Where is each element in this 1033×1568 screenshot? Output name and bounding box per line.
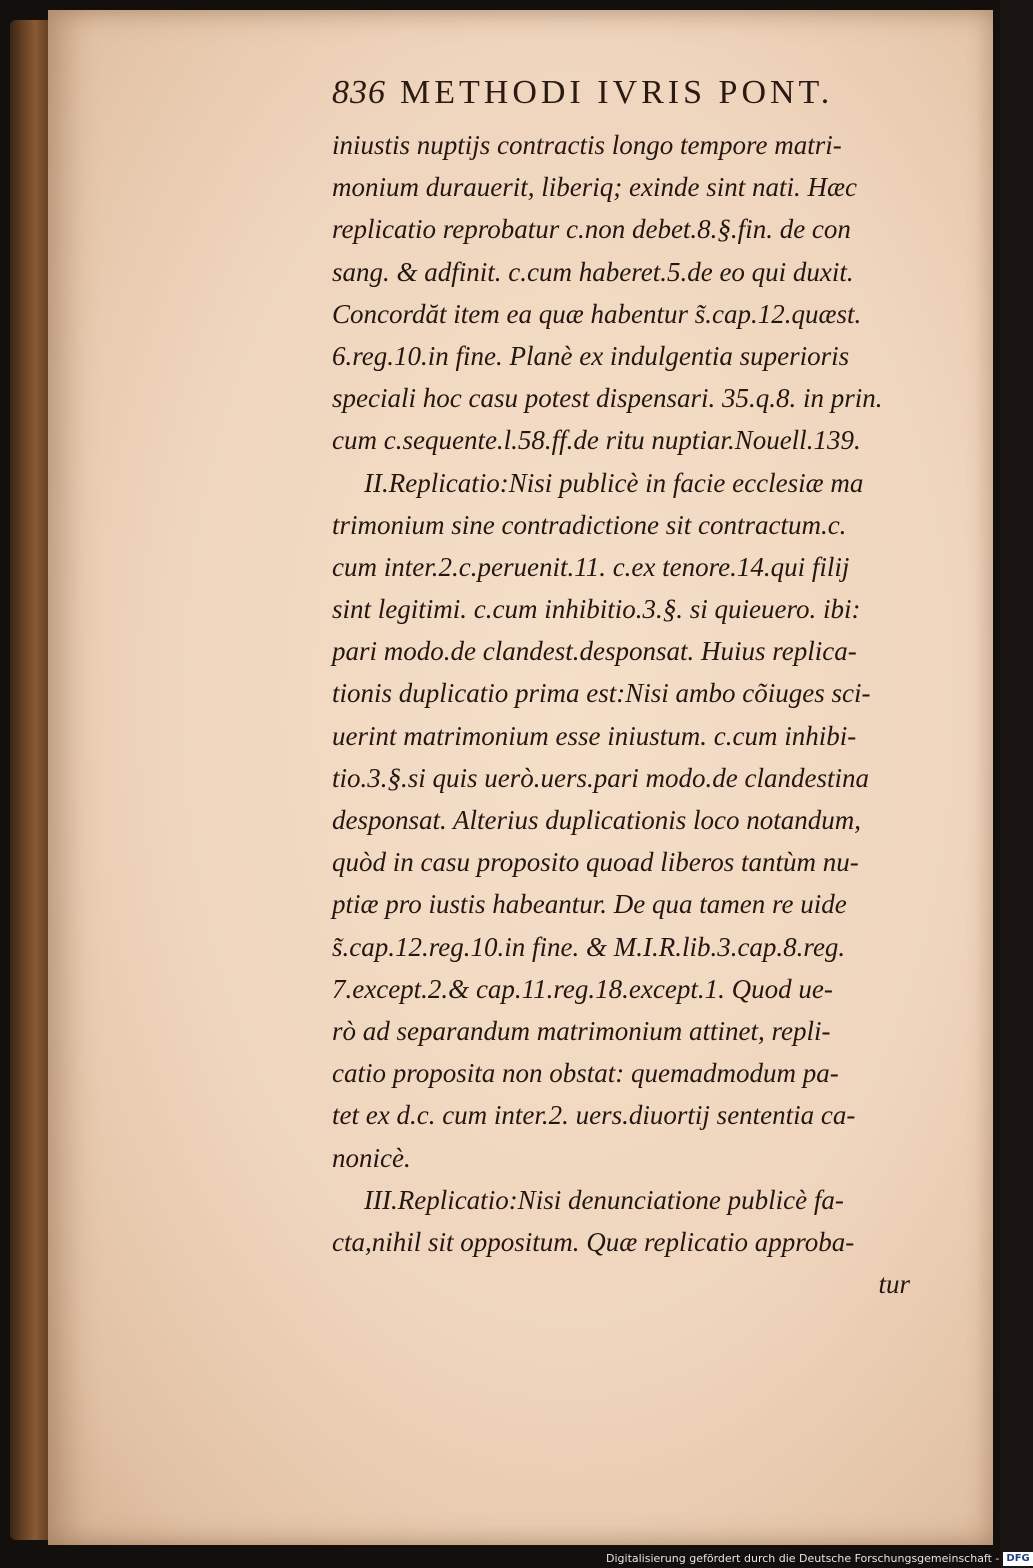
text-line: tionis duplicatio prima est:Nisi ambo cõiuges sci- <box>332 678 871 709</box>
catchword: tur <box>878 1269 910 1300</box>
text-line: s̃.cap.12.reg.10.in fine. & M.I.R.lib.3.cap.8.reg. <box>332 931 846 962</box>
text-line: tio.3.§.si quis uerò.uers.pari modo.de clandestina <box>332 762 869 793</box>
text-line: 7.except.2.& cap.11.reg.18.except.1. Quod ue- <box>332 973 833 1004</box>
text-line: tet ex d.c. cum inter.2. uers.diuortij sententia ca- <box>332 1100 856 1131</box>
body-text <box>332 124 962 1305</box>
text-line: 6.reg.10.in fine. Planè ex indulgentia superioris <box>332 340 850 371</box>
text-line: ptiæ pro iustis habeantur. De qua tamen re uide <box>332 889 847 920</box>
page-number: 836 <box>332 74 386 111</box>
text-line: quòd in casu proposito quoad liberos tantùm nu- <box>332 847 859 878</box>
text-line: replicatio reprobatur c.non debet.8.§.fin. de con <box>332 214 851 245</box>
digitization-credit <box>606 1550 1030 1568</box>
text-line: rò ad separandum matrimonium attinet, repli- <box>332 1015 831 1046</box>
running-head <box>332 74 932 118</box>
text-line: trimonium sine contradictione sit contractum.c. <box>332 509 847 540</box>
text-line: cta,nihil sit oppositum. Quæ replicatio approba- <box>332 1226 855 1257</box>
text-line: desponsat. Alterius duplicationis loco notandum, <box>332 805 861 835</box>
text-line: pari modo.de clandest.desponsat. Huius replica- <box>332 636 857 667</box>
text-line: speciali hoc casu potest dispensari. 35.q.8. in prin. <box>332 383 883 414</box>
text-line: II.Replicatio:Nisi publicè in facie ecclesiæ ma <box>364 467 864 498</box>
text-line: uerint matrimonium esse iniustum. c.cum inhibi- <box>332 720 857 751</box>
book-spine-edge <box>10 20 52 1540</box>
dfg-logo: DFG <box>1003 1552 1032 1566</box>
running-head-title: METHODI IVRIS PONT. <box>400 74 834 111</box>
text-line: III.Replicatio:Nisi denunciatione publicè fa- <box>364 1184 844 1215</box>
text-line: Concordăt item ea quæ habentur s̃.cap.12.quæst. <box>332 298 862 329</box>
text-line: sang. & adfinit. c.cum haberet.5.de eo qui duxit. <box>332 256 854 287</box>
text-line: monium durauerit, liberiq; exinde sint nati. Hæc <box>332 172 857 203</box>
text-line: nonicè. <box>332 1142 411 1173</box>
text-line: sint legitimi. c.cum inhibitio.3.§. si quieuero. ibi: <box>332 594 861 625</box>
text-line: cum c.sequente.l.58.ff.de ritu nuptiar.Nouell.139. <box>332 425 861 456</box>
text-line: cum inter.2.c.peruenit.11. c.ex tenore.14.qui filij <box>332 551 850 582</box>
text-line: catio proposita non obstat: quemadmodum pa- <box>332 1058 839 1089</box>
text-line: iniustis nuptijs contractis longo tempore matri- <box>332 130 842 160</box>
credit-text: Digitalisierung gefördert durch die Deutsche Forschungsgemeinschaft - <box>606 1552 1000 1565</box>
